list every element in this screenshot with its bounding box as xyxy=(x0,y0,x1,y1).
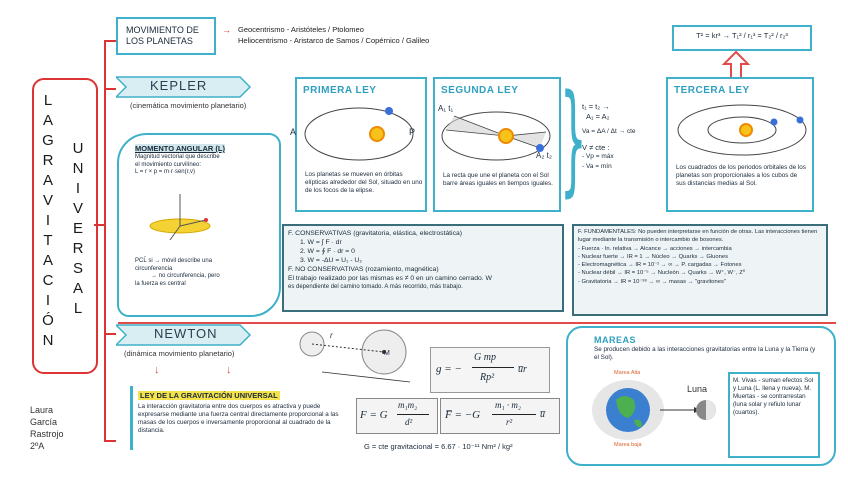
title-letter: R xyxy=(42,152,54,169)
pcl-line: → no circunferencia, pero xyxy=(151,273,220,280)
planet-icon xyxy=(797,117,804,124)
fundamental-force: - Nuclear fuerte → IR = 1 → Núcleo → Quarks → Gluones xyxy=(578,253,728,260)
label-aphelion: A xyxy=(290,127,297,137)
title-letter: A xyxy=(42,252,53,269)
geocentrismo: Geocentrismo - Aristóteles / Ptolomeo xyxy=(238,25,364,34)
label-a1: A₁ t₁ xyxy=(438,104,454,113)
fundamentales-title: F. FUNDAMENTALES: No pueden interpretarse en función de otras. Las interacciones tienen lugar mediante la transmisión o intercambio de bosones. xyxy=(578,229,818,244)
title-letter: A xyxy=(72,280,83,297)
label-a2: A₂ t₂ xyxy=(536,151,552,160)
trabajo-line: es dependiente del camino tomado. A más recorrido, más trabajo. xyxy=(288,284,463,290)
pcl-line: la fuerza es central xyxy=(135,280,186,287)
eq-line: t₁ = t₂ → xyxy=(582,102,610,111)
title-letter: A xyxy=(42,172,53,189)
heliocentrismo: Heliocentrismo - Aristarco de Samos / Copérnico / Galileo xyxy=(238,36,430,45)
label-perihelion: P xyxy=(409,127,416,137)
planet-icon xyxy=(385,107,393,115)
f-num: m₁m₂ xyxy=(398,400,418,410)
title-letter: N xyxy=(42,332,54,349)
up-arrow-icon xyxy=(722,50,750,80)
ley-grav-title: LEY DE LA GRAVITACIÓN UNIVERSAL xyxy=(140,391,278,400)
title-letter: I xyxy=(45,212,51,229)
angular-momentum-diagram xyxy=(140,190,250,250)
fv-unit: u̅ xyxy=(540,409,545,420)
g-lhs: g = − xyxy=(436,363,462,375)
primera-ley-title: PRIMERA LEY xyxy=(303,85,377,96)
mareas-text: Se producen debido a las interacciones gravitatorias entre la Luna y la Tierra (y el Sol). xyxy=(594,346,816,361)
kepler-subtitle: (cinemática movimiento planetario) xyxy=(130,101,247,110)
connector-title xyxy=(94,224,106,226)
fv-den: r² xyxy=(506,417,513,427)
eq-line: Va = ΔA / Δt → cte xyxy=(582,128,636,135)
tercera-orbit-diagram xyxy=(670,100,810,160)
trabajo-line: El trabajo realizado por las mismas es ≠ 0 en un camino cerrado. W xyxy=(288,275,492,282)
eq-line: A₁ = A₂ xyxy=(586,111,610,121)
connector-bottom xyxy=(104,440,116,442)
f-den: d² xyxy=(405,417,413,427)
connector-kepler xyxy=(104,88,116,90)
title-left-column xyxy=(38,92,58,352)
tercera-ley-text: Los cuadrados de los periodos orbitales de los planetas son proporcionales a los cubos de sus distancias medias al Sol. xyxy=(676,164,806,187)
conservativas-line: 3. W = -ΔU = U₁ - U₂ xyxy=(300,257,362,264)
marea-alta-label: Marea Alta xyxy=(614,370,641,376)
tercera-formula-box xyxy=(672,25,812,51)
movimiento-title: LOS PLANETAS xyxy=(126,36,193,46)
newton-subtitle: (dinámica movimiento planetario) xyxy=(124,349,235,358)
title-letter: I xyxy=(75,180,81,197)
arrow-down-icon: ↓ xyxy=(226,364,232,376)
primera-orbit-diagram xyxy=(297,100,425,166)
gravity-diagram xyxy=(292,328,422,388)
pcl-text xyxy=(135,258,275,288)
arrow-right-icon: → xyxy=(222,25,231,35)
title-letter: U xyxy=(72,140,84,157)
title-letter: V xyxy=(42,192,53,209)
title-letter: I xyxy=(45,292,51,309)
sun-icon xyxy=(499,129,513,143)
fundamental-force: - Gravitatoria → IR = 10⁻³⁸ → ∞ → masas → "gravitones" xyxy=(578,278,726,285)
eq-line: - Va = mín xyxy=(582,162,612,170)
connector-newton xyxy=(104,333,116,335)
mark-m: M xyxy=(384,350,390,357)
momento-title: MOMENTO ANGULAR (L) xyxy=(135,144,225,153)
brace: } xyxy=(560,70,587,209)
author-line: Laura xyxy=(30,405,54,415)
title-letter: L xyxy=(73,300,83,317)
eq-line: - Vp = máx xyxy=(582,153,614,160)
arrow-down-icon: ↓ xyxy=(154,364,160,376)
momento-line: L = r × p = m·r·sen(r,v) xyxy=(135,169,195,176)
f-lhs: F = G xyxy=(360,409,388,421)
newton-label: NEWTON xyxy=(154,326,218,341)
connector-mov xyxy=(104,40,116,42)
connector-vertical xyxy=(104,40,106,442)
author-line: García xyxy=(30,417,58,427)
g-unit: u̅r xyxy=(518,364,527,375)
mareas-title: MAREAS xyxy=(594,335,637,345)
title-letter: S xyxy=(72,260,83,277)
title-letter: R xyxy=(72,240,84,257)
segunda-ley-title: SEGUNDA LEY xyxy=(441,85,519,96)
movimiento-title: MOVIMIENTO DE xyxy=(126,25,199,35)
pcl-line: circunferencia xyxy=(135,265,173,272)
title-letter: C xyxy=(42,272,54,289)
fundamentales-content xyxy=(578,228,824,286)
kepler-label: KEPLER xyxy=(150,78,208,93)
g-num: G mp xyxy=(474,352,496,363)
mark-r: r xyxy=(330,331,333,340)
title-letter: T xyxy=(43,232,53,249)
primera-ley-text: Los planetas se mueven en órbitas elípticas alrededor del Sol, situado en uno de los focos de la elipse. xyxy=(305,171,423,194)
fraction-bar xyxy=(472,367,514,368)
marea-baja-label: Marea baja xyxy=(614,442,642,448)
title-letter: Ó xyxy=(42,312,54,329)
title-letter: E xyxy=(72,220,83,237)
fraction-bar xyxy=(397,414,429,415)
mareas-note: M. Vivas - suman efectos Sol y Luna (L. llena y nueva). M. Muertas - se contrarrestan (luna solar y refiulo lunar (cuartos). xyxy=(733,377,814,416)
segunda-equations xyxy=(582,102,636,171)
author-line: Rastrojo xyxy=(30,429,64,439)
title-letter: A xyxy=(42,112,53,129)
tercera-formula: T² = kr³ → T₁² / r₁³ = T₂² / r₂³ xyxy=(696,31,788,40)
planet-icon xyxy=(771,119,778,126)
sun-icon xyxy=(370,127,384,141)
fv-num: m₁ · m₂ xyxy=(495,400,522,410)
tercera-ley-title: TERCERA LEY xyxy=(674,85,750,96)
title-letter: N xyxy=(72,160,84,177)
segunda-ley-text: La recta que une el planeta con el Sol barre áreas iguales en tiempos iguales. xyxy=(443,172,553,187)
g-den: Rp² xyxy=(480,372,495,383)
moon-icon xyxy=(694,398,718,422)
conservativas-content xyxy=(288,229,560,292)
momento-desc xyxy=(135,154,275,177)
momento-line: Magnitud vectorial que describe xyxy=(135,154,220,160)
eq-line: V ≠ cte : xyxy=(582,142,610,152)
fundamental-force: - Fuerza · In. relativa → Alcance → acciones → intercambia xyxy=(578,245,732,252)
movimiento-models xyxy=(238,24,429,46)
luna-label: Luna xyxy=(687,384,708,394)
movimiento-box xyxy=(116,17,216,55)
momento-line: el movimiento curvilíneo: xyxy=(135,161,202,168)
ley-grav-text: La interacción gravitatoria entre dos cuerpos es atractiva y puede expresarse mediante una fuerza central directamente proporcional a las masas de los cuerpos e inversamente proporcional al cuadrado de la distancia. xyxy=(138,403,339,434)
author-line: 2ºA xyxy=(30,441,45,451)
conservativas-line: 2. W = ∮ F · dr = 0 xyxy=(300,248,355,255)
fv-lhs: F̅ = −G xyxy=(445,409,481,421)
fundamental-force: - Electromagnética → IR = 10⁻² → ∞ → P. cargadas → Fotones xyxy=(578,262,742,269)
title-letter: V xyxy=(72,200,83,217)
title-letter: G xyxy=(42,132,54,149)
fundamental-force: - Nuclear débil → IR = 10⁻⁵ → Nucleón → Quarks → W⁺, W⁻, Z⁰ xyxy=(578,270,746,277)
fraction-bar xyxy=(492,414,536,415)
conservativas-line: 1. W = ∫ F · dr xyxy=(300,239,342,246)
no-conservativas-title: F. NO CONSERVATIVAS (rozamiento, magnética) xyxy=(288,266,439,273)
conservativas-title: F. CONSERVATIVAS (gravitatoria, elástica, electrostática) xyxy=(288,230,463,237)
author-block xyxy=(30,404,64,452)
title-letter: L xyxy=(43,92,53,109)
sun-icon xyxy=(740,124,752,136)
pcl-line: PCL̄ si → móvil describe una xyxy=(135,258,213,264)
g-constant: G = cte gravitacional = 6.67 · 10⁻¹¹ Nm² / kg² xyxy=(364,442,513,451)
title-right-column xyxy=(68,140,88,320)
